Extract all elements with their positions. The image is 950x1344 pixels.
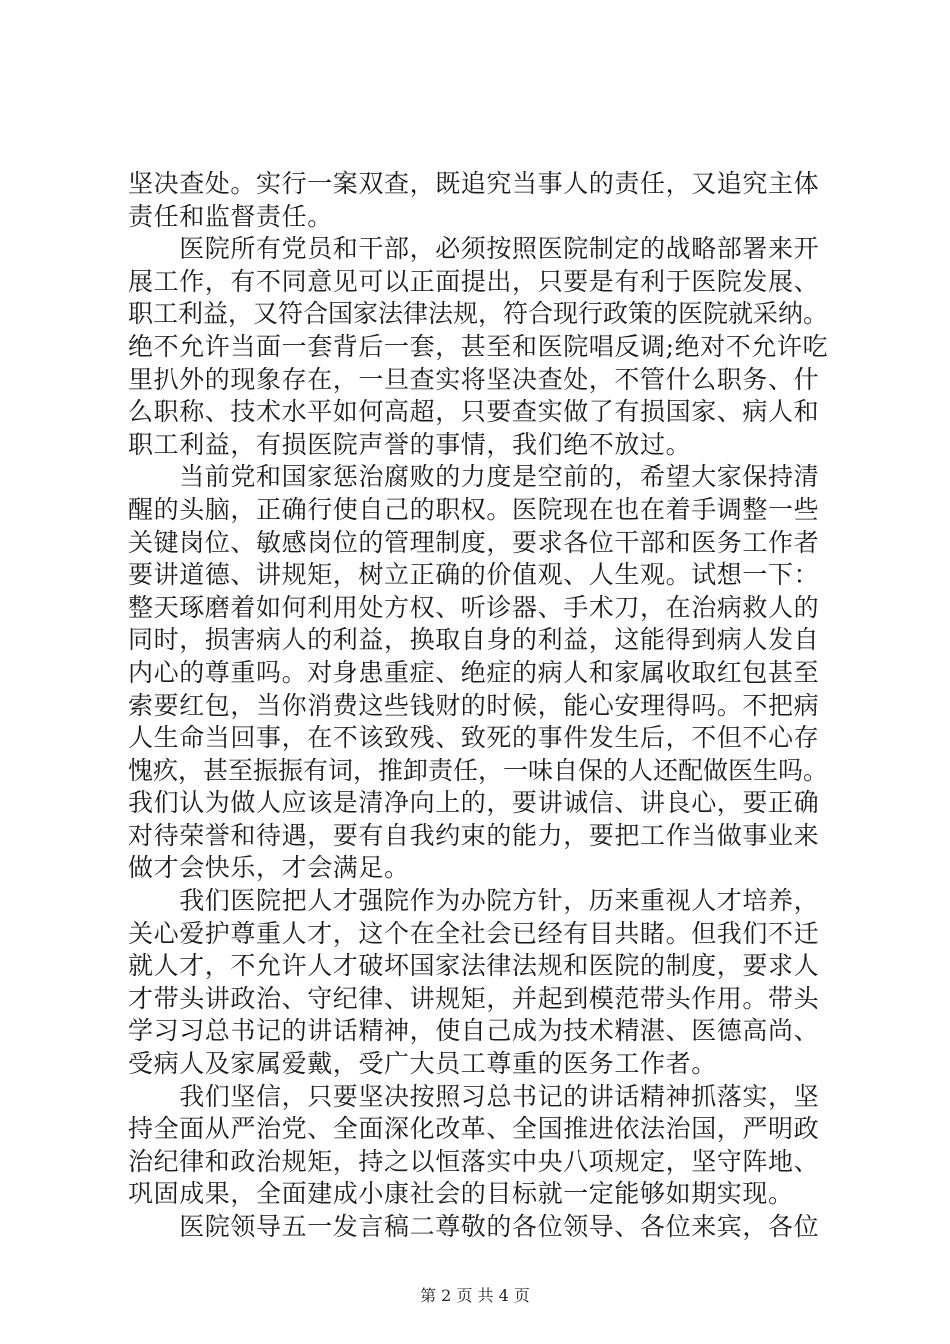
text-line: 愧疚，甚至振振有词，推卸责任，一味自保的人还配做医生吗。 xyxy=(128,755,829,785)
text-line: 我们医院把人才强院作为办院方针，历来重视人才培养， xyxy=(128,886,820,916)
text-line: 才带头讲政治、守纪律、讲规矩，并起到模范带头作用。带头 xyxy=(128,983,820,1013)
text-line: 我们认为做人应该是清净向上的，要讲诚信、讲良心，要正确 xyxy=(128,788,820,818)
text-line: 职工利益，有损医院声誉的事情，我们绝不放过。 xyxy=(128,429,692,459)
text-line: 关心爱护尊重人才，这个在全社会已经有目共睹。但我们不迁 xyxy=(128,918,820,948)
text-line: 当前党和国家惩治腐败的力度是空前的，希望大家保持清 xyxy=(128,462,820,492)
body-text xyxy=(128,168,834,1244)
text-line: 学习习总书记的讲话精神，使自己成为技术精湛、医德高尚、 xyxy=(128,1016,820,1046)
text-line: 坚决查处。实行一案双查，既追究当事人的责任，又追究主体 xyxy=(128,169,820,198)
text-line: 醒的头脑，正确行使自己的职权。医院现在也在着手调整一些 xyxy=(128,494,820,524)
text-line: 内心的尊重吗。对身患重症、绝症的病人和家属收取红包甚至 xyxy=(128,657,820,687)
text-line: 治纪律和政治规矩，持之以恒落实中央八项规定，坚守阵地、 xyxy=(128,1146,820,1176)
text-line: 同时，损害病人的利益，换取自身的利益，这能得到病人发自 xyxy=(128,625,820,655)
text-line: 绝不允许当面一套背后一套，甚至和医院唱反调;绝对不允许吃 xyxy=(128,331,829,361)
text-line: 责任和监督责任。 xyxy=(128,201,333,231)
text-line: 就人才，不允许人才破坏国家法律法规和医院的制度，要求人 xyxy=(128,951,820,981)
text-line: 里扒外的现象存在，一旦查实将坚决查处，不管什么职务、什 xyxy=(128,364,820,394)
text-line: 职工利益，又符合国家法律法规，符合现行政策的医院就采纳。 xyxy=(128,299,829,329)
text-line: 展工作，有不同意见可以正面提出，只要是有利于医院发展、 xyxy=(128,266,820,296)
text-line: 我们坚信，只要坚决按照习总书记的讲话精神抓落实，坚 xyxy=(128,1081,820,1111)
page-footer: 第 2 页 共 4 页 xyxy=(420,1286,530,1305)
text-line: 对待荣誉和待遇，要有自我约束的能力，要把工作当做事业来 xyxy=(128,820,820,850)
text-line: 巩固成果，全面建成小康社会的目标就一定能够如期实现。 xyxy=(128,1179,794,1209)
text-line: 做才会快乐，才会满足。 xyxy=(128,853,410,883)
text-line: 关键岗位、敏感岗位的管理制度，要求各位干部和医务工作者 xyxy=(128,527,820,557)
text-line: 么职称、技术水平如何高超，只要查实做了有损国家、病人和 xyxy=(128,397,820,427)
text-line: 医院所有党员和干部，必须按照医院制定的战略部署来开 xyxy=(128,234,820,264)
text-line: 医院领导五一发言稿二尊敬的各位领导、各位来宾，各位 xyxy=(128,1212,820,1241)
text-line: 受病人及家属爱戴，受广大员工尊重的医务工作者。 xyxy=(128,1049,717,1079)
text-line: 索要红包，当你消费这些钱财的时候，能心安理得吗。不把病 xyxy=(128,690,820,720)
text-line: 要讲道德、讲规矩，树立正确的价值观、人生观。试想一下： xyxy=(128,560,820,590)
text-line: 整天琢磨着如何利用处方权、听诊器、手术刀，在治病救人的 xyxy=(128,592,820,622)
text-line: 持全面从严治党、全面深化改革、全国推进依法治国，严明政 xyxy=(128,1114,820,1144)
text-line: 人生命当回事，在不该致残、致死的事件发生后，不但不心存 xyxy=(128,723,820,753)
